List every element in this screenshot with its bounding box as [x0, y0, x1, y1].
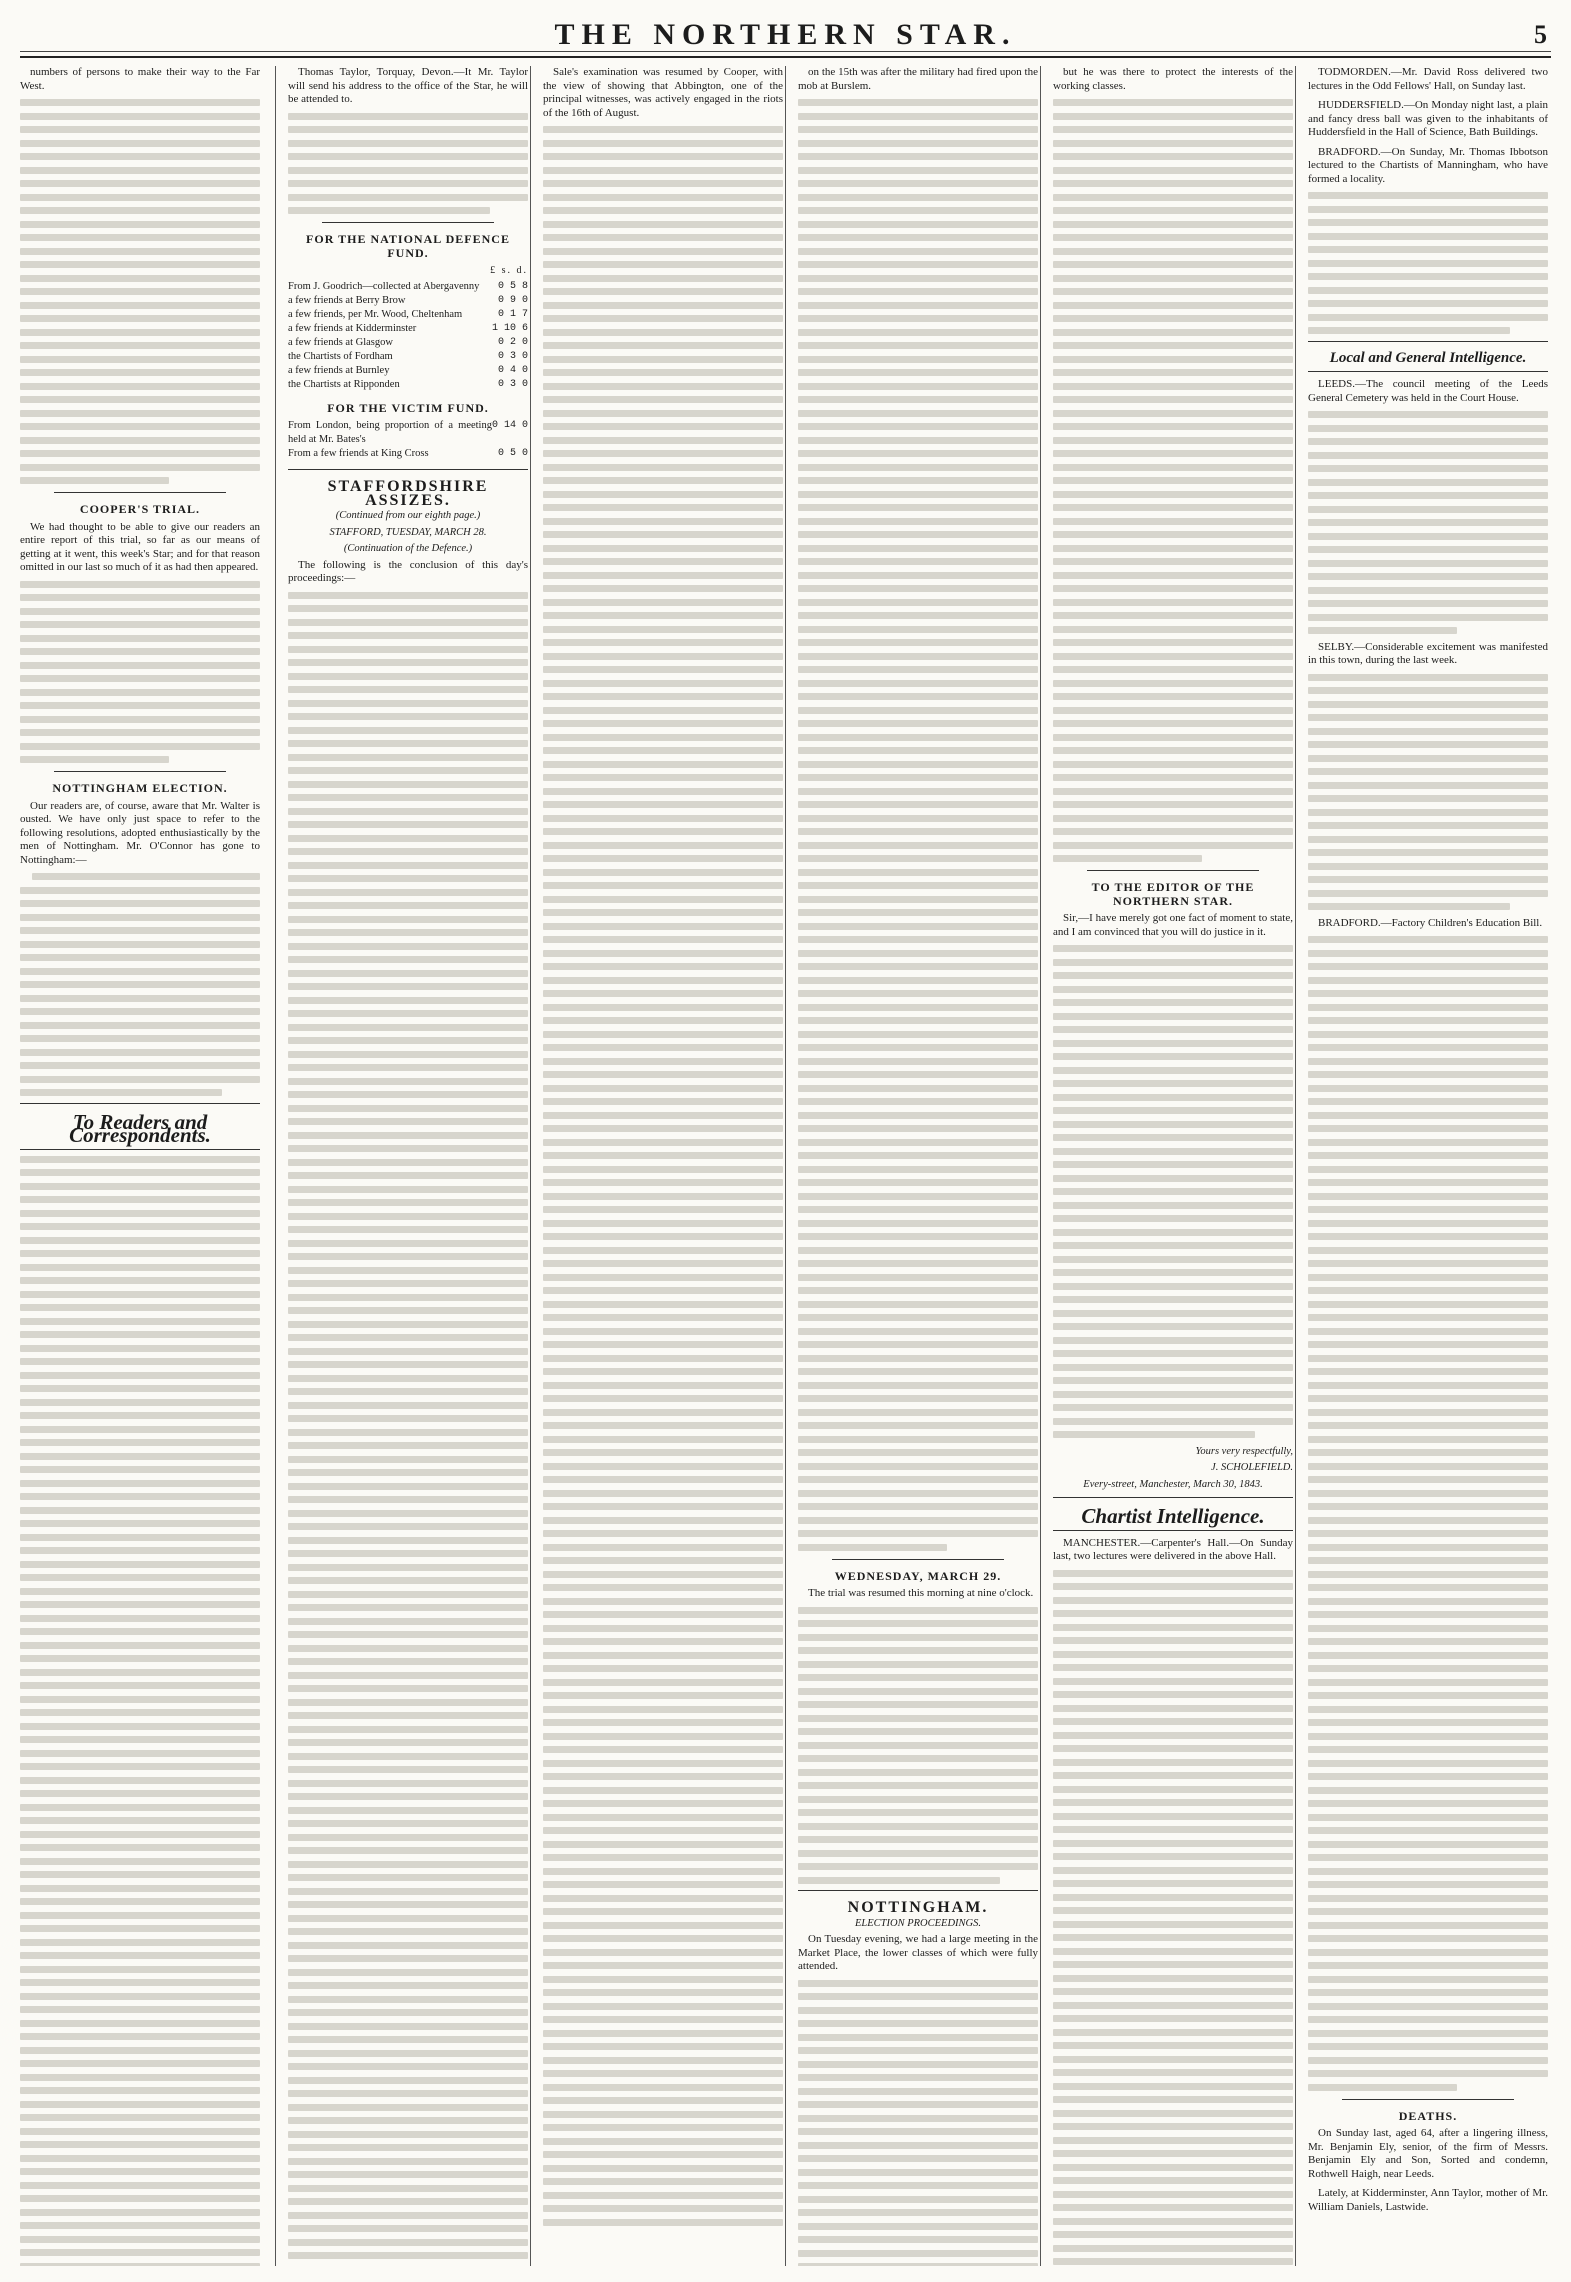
fund-row: [288, 419, 528, 447]
section-subheading: (Continued from our eighth page.): [335, 510, 481, 521]
paragraph: Our readers are, of course, aware that Mr. Walter is ousted. We have only just space to refer to the following resolutions, adopted enthusiastically by the men of Nottingham. Mr. O'Connor has gone to Nottingham:—: [20, 799, 260, 866]
column-rule: [1295, 66, 1296, 2266]
paragraph: Lately, at Kidderminster, Ann Taylor, mother of Mr. William Daniels, Lastwide.: [1308, 2187, 1548, 2213]
column-rule: [785, 66, 786, 2266]
fund-row: [288, 308, 528, 322]
columns: [20, 66, 1551, 2266]
section-rule: [1053, 1530, 1293, 1531]
paragraph: We had thought to be able to give our readers an entire report of this trial, so far as our means of getting at it went, this week's Star; and for that reason omitted in our last so much of it as had then appeared.: [20, 520, 260, 573]
paragraph: The following is the conclusion of this day's proceedings:—: [288, 558, 528, 584]
section-rule: [1053, 1497, 1293, 1498]
paragraph: LEEDS.—The council meeting of the Leeds General Cemetery was held in the Court House.: [1308, 378, 1548, 404]
section-heading: DEATHS.: [1398, 2108, 1458, 2123]
section-heading: To Readers and Correspondents.: [69, 1109, 211, 1147]
fund-row: [288, 447, 528, 461]
fund-label: a few friends, per Mr. Wood, Cheltenham: [288, 308, 463, 320]
masthead-rule: [20, 51, 1551, 52]
fund-label: the Chartists at Ripponden: [288, 378, 400, 390]
section-rule: [798, 1890, 1038, 1891]
section-heading: FOR THE NATIONAL DEFENCE FUND.: [306, 232, 510, 260]
illegible-text: [288, 113, 528, 215]
section-subheading: (Continuation of the Defence.): [343, 543, 473, 554]
column-1: [20, 66, 260, 2266]
fund-label: a few friends at Burnley: [288, 364, 390, 376]
paragraph: MANCHESTER.—Carpenter's Hall.—On Sunday last, two lectures were delivered in the above Hall.: [1053, 1536, 1293, 1562]
section-heading: TO THE EDITOR OF THE NORTHERN STAR.: [1091, 880, 1255, 908]
illegible-text: [288, 592, 528, 2267]
fund-label: the Chartists of Fordham: [288, 350, 393, 362]
paragraph: BRADFORD.—Factory Children's Education Bill.: [1318, 916, 1543, 929]
section-heading: NOTTINGHAM.: [847, 1899, 989, 1916]
illegible-text: [20, 1156, 260, 2267]
section-rule: [832, 1559, 1004, 1560]
fund-amount: 0 14 0: [491, 420, 528, 431]
section-rule: [322, 222, 494, 223]
column-3: [543, 66, 783, 2266]
paragraph: on the 15th was after the military had fired upon the mob at Burslem.: [798, 66, 1038, 92]
fund-amount: 0 9 0: [497, 294, 528, 306]
column-rule: [530, 66, 531, 2266]
section-rule: [1342, 2099, 1514, 2100]
column-2: [288, 66, 528, 2266]
fund-amount: 0 1 7: [497, 308, 528, 320]
illegible-text: [1308, 674, 1548, 911]
column-6: [1308, 66, 1548, 2266]
paragraph: Thomas Taylor, Torquay, Devon.—It Mr. Taylor will send his address to the office of the Star, he will be attended to.: [288, 66, 528, 105]
fund-label: From London, being proportion of a meeting held at Mr. Bates's: [288, 420, 492, 445]
section-rule: [54, 771, 226, 772]
column-rule: [1040, 66, 1041, 2266]
section-rule: [20, 1149, 260, 1150]
masthead-title: THE NORTHERN STAR.: [554, 18, 1017, 51]
fund-table: [288, 264, 528, 392]
paragraph: but he was there to protect the interests of the working classes.: [1053, 66, 1293, 92]
illegible-text: [798, 1607, 1038, 1884]
illegible-text: [798, 99, 1038, 1551]
page-number: 5: [1534, 20, 1547, 49]
fund-row: [288, 322, 528, 336]
letter-address: Every-street, Manchester, March 30, 1843.: [1083, 1478, 1263, 1490]
paragraph: numbers of persons to make their way to the Far West.: [20, 66, 260, 92]
fund-amount: 0 4 0: [497, 364, 528, 376]
illegible-text: [1053, 945, 1293, 1438]
section-rule: [1087, 870, 1259, 871]
section-heading: COOPER'S TRIAL.: [79, 502, 201, 516]
column-4: [798, 66, 1038, 2266]
section-dateline: STAFFORD, TUESDAY, MARCH 28.: [329, 526, 487, 538]
section-heading: NOTTINGHAM ELECTION.: [52, 781, 228, 795]
section-rule: [1308, 341, 1548, 342]
fund-label: a few friends at Glasgow: [288, 336, 393, 348]
fund-label: From J. Goodrich—collected at Abergavenny: [288, 280, 480, 292]
section-dateline: WEDNESDAY, MARCH 29.: [834, 1568, 1002, 1583]
fund-row: [288, 280, 528, 294]
fund-row: [288, 336, 528, 350]
section-rule: [288, 469, 528, 470]
illegible-text: [1053, 99, 1293, 862]
illegible-text: [1308, 192, 1548, 334]
fund-amount: 0 5 0: [497, 448, 528, 459]
illegible-text: [1053, 1570, 1293, 2267]
paragraph: SELBY.—Considerable excitement was manifested in this town, during the last week.: [1308, 640, 1548, 666]
paragraph: Sale's examination was resumed by Cooper, with the view of showing that Abbington, one of the principal witnesses, was actively engaged in the riots of the 16th of August.: [543, 66, 783, 119]
illegible-text: [20, 873, 260, 1096]
paragraph: Sir,—I have merely got one fact of moment to state, and I am convinced that you will do justice in it.: [1053, 912, 1293, 938]
paragraph: HUDDERSFIELD.—On Monday night last, a plain and fancy dress ball was given to the inhabitants of Huddersfield in the Hall of Science, Bath Buildings.: [1308, 99, 1548, 138]
fund-label: From a few friends at King Cross: [288, 448, 429, 459]
fund-row: [288, 350, 528, 364]
section-heading: FOR THE VICTIM FUND.: [327, 400, 489, 415]
section-rule: [20, 1103, 260, 1104]
illegible-text: [798, 1980, 1038, 2267]
illegible-text: [20, 581, 260, 764]
section-heading: Chartist Intelligence.: [1081, 1504, 1265, 1528]
illegible-text: [543, 126, 783, 2226]
column-rule: [275, 66, 276, 2266]
section-heading: Local and General Intelligence.: [1329, 349, 1527, 366]
letter-signature: J. SCHOLEFIELD.: [1211, 1462, 1293, 1473]
fund-row: [288, 378, 528, 392]
paragraph: The trial was resumed this morning at nine o'clock.: [808, 1587, 1034, 1599]
paragraph: On Tuesday evening, we had a large meeting in the Market Place, the lower classes of which were fully attended.: [798, 1933, 1038, 1972]
fund-amount: 0 2 0: [497, 336, 528, 348]
section-heading: STAFFORDSHIRE ASSIZES.: [327, 478, 489, 509]
paragraph: On Sunday last, aged 64, after a lingering illness, Mr. Benjamin Ely, senior, of the firm of Messrs. Benjamin Ely and Son, Sorted and condemn, Rothwell Haigh, near Leeds.: [1308, 2127, 1548, 2180]
section-rule: [1308, 371, 1548, 372]
fund-table: [288, 419, 528, 461]
fund-amount: 0 3 0: [497, 350, 528, 362]
masthead: [20, 6, 1551, 58]
fund-amount: 1 10 6: [491, 322, 528, 334]
fund-units: £ s. d.: [490, 265, 528, 276]
illegible-text: [1308, 936, 1548, 2091]
illegible-text: [20, 99, 260, 484]
section-rule: [54, 492, 226, 493]
fund-row: [288, 294, 528, 308]
fund-amount: 0 5 8: [497, 280, 528, 292]
section-subheading: ELECTION PROCEEDINGS.: [855, 1917, 981, 1929]
fund-label: a few friends at Kidderminster: [288, 322, 417, 334]
fund-amount: 0 3 0: [497, 378, 528, 390]
fund-row: [288, 364, 528, 378]
paragraph: BRADFORD.—On Sunday, Mr. Thomas Ibbotson lectured to the Chartists of Manningham, who have formed a locality.: [1308, 145, 1548, 185]
paragraph: TODMORDEN.—Mr. David Ross delivered two lectures in the Odd Fellows' Hall, on Sunday last.: [1308, 66, 1548, 92]
illegible-text: [1308, 411, 1548, 634]
column-5: [1053, 66, 1293, 2266]
fund-label: a few friends at Berry Brow: [288, 294, 406, 306]
letter-signoff: Yours very respectfully,: [1195, 1445, 1293, 1457]
